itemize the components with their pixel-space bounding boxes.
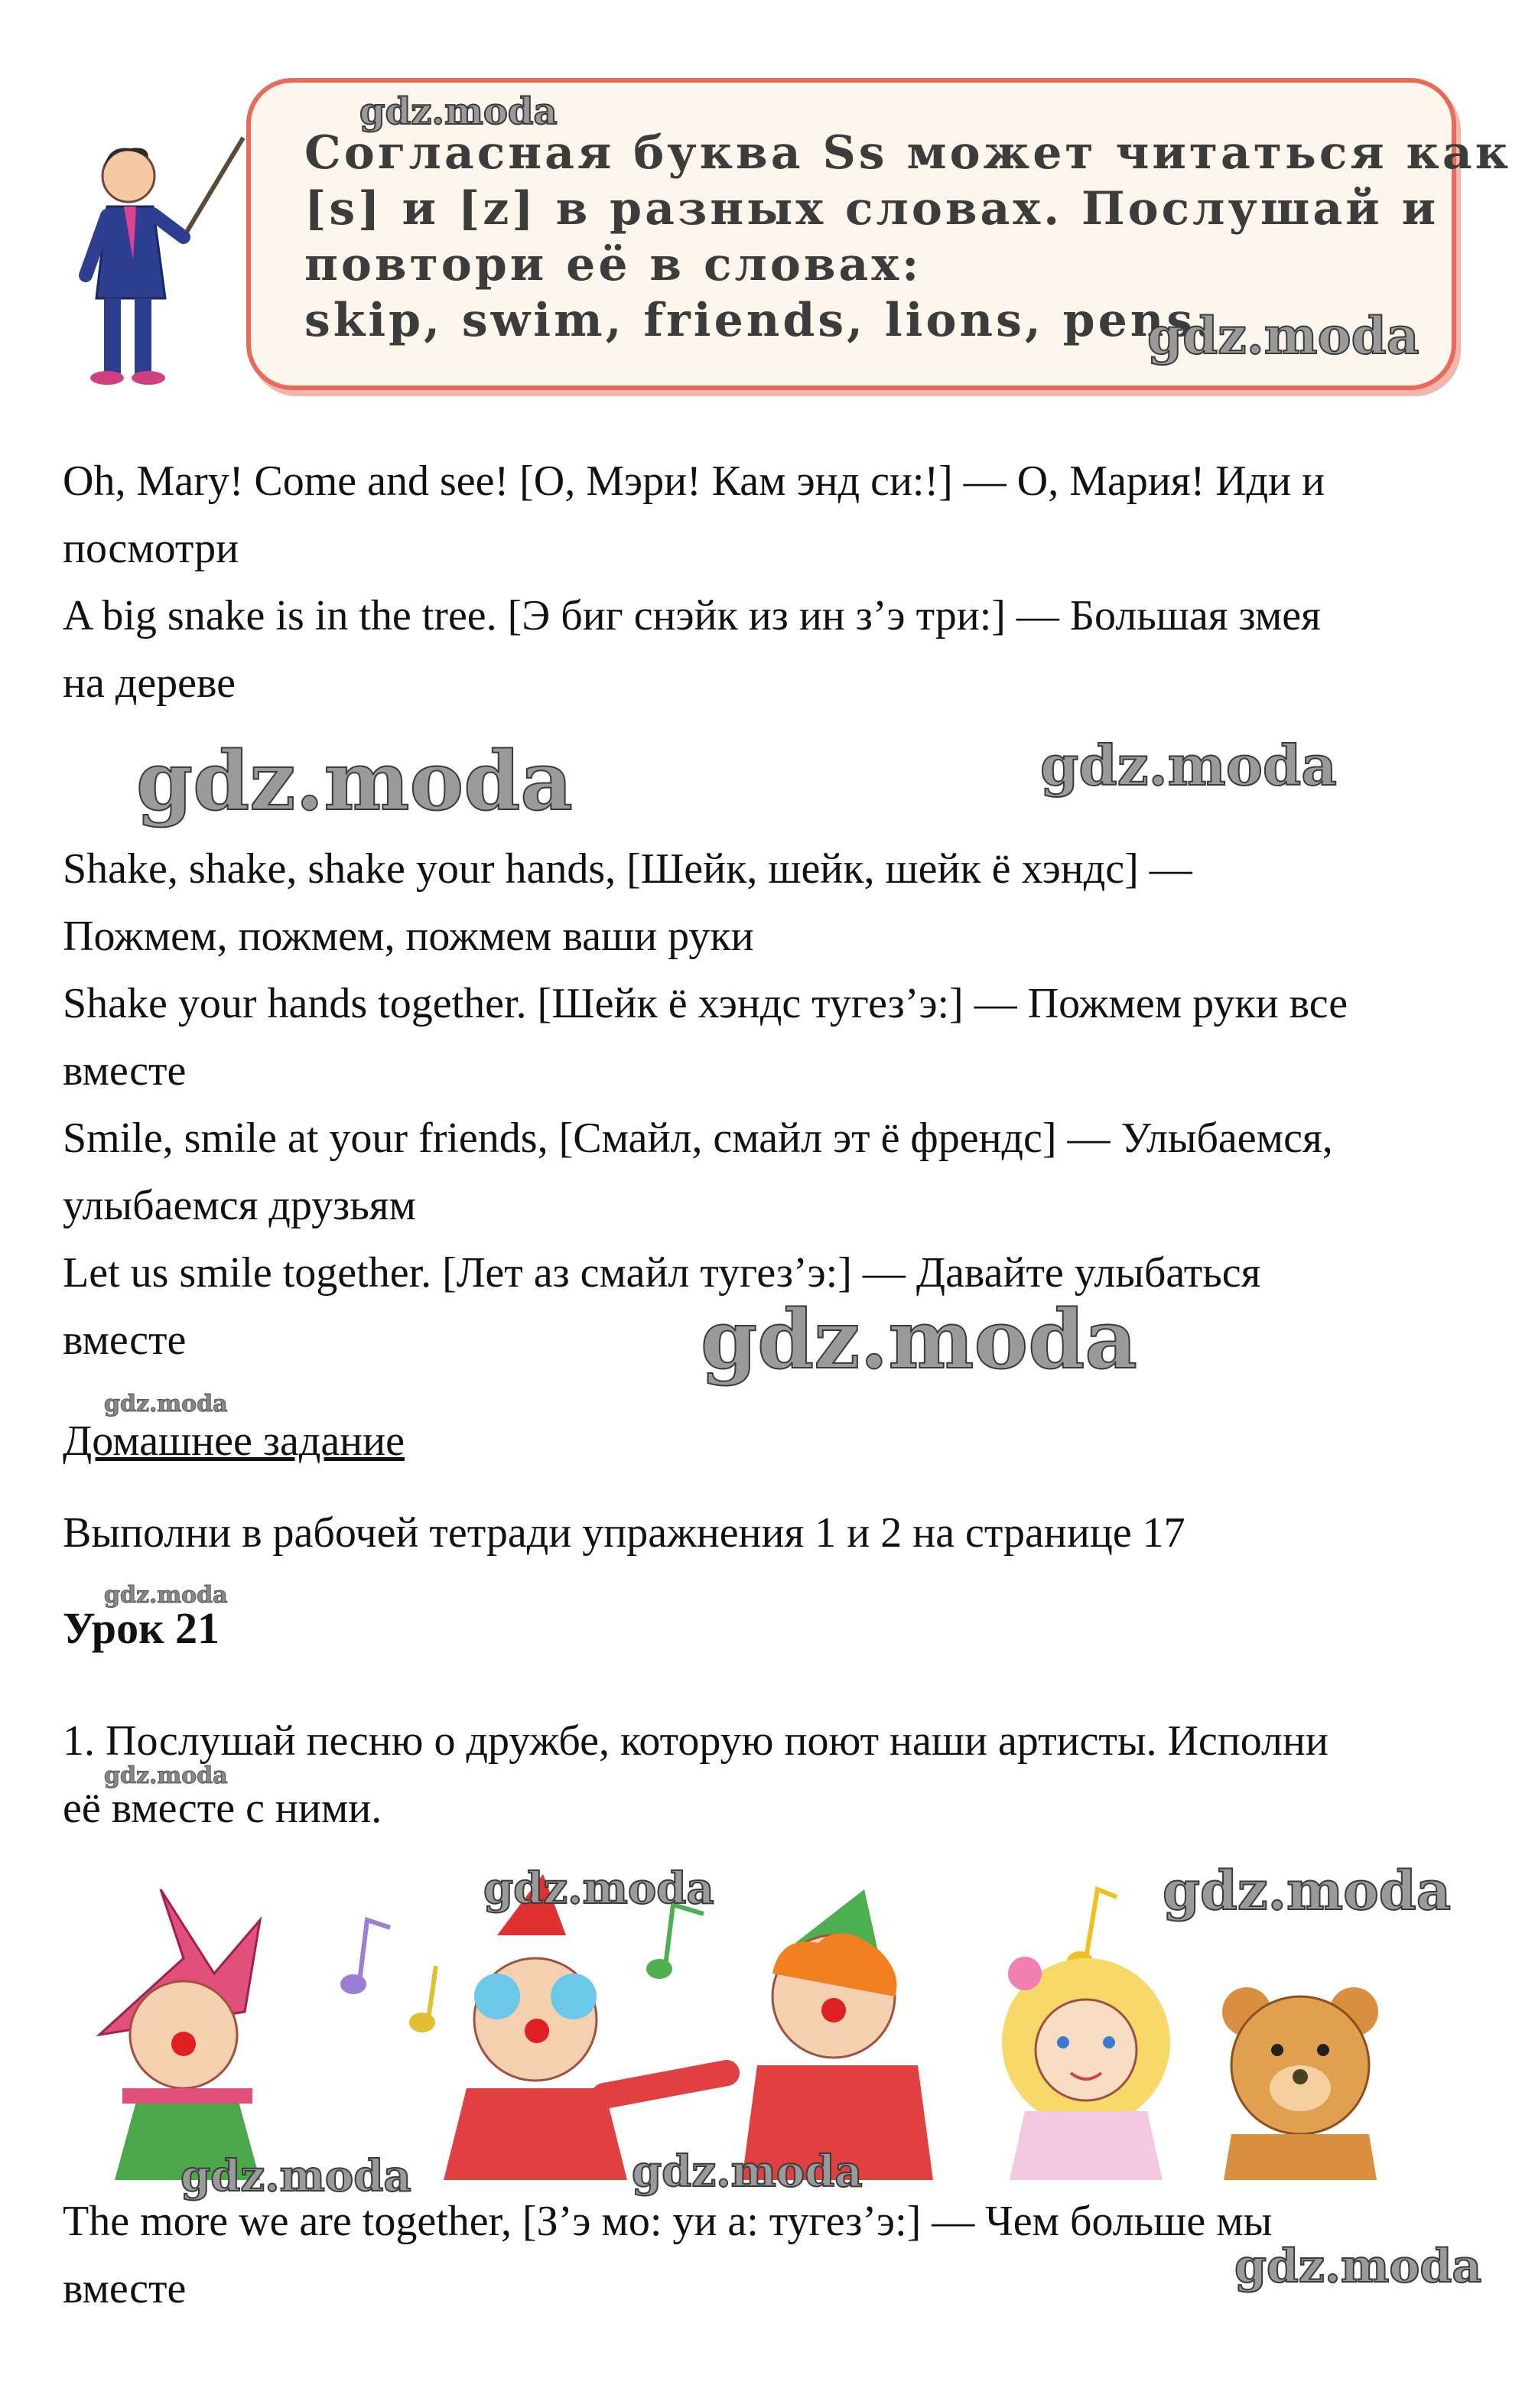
bear-figure [1222,1987,1378,2180]
watermark: gdz.moda [1147,306,1420,366]
homework-title: Домашнее задание [63,1417,405,1465]
jester-figure [99,1889,260,2180]
watermark: gdz.moda [180,2151,411,2201]
verse-line-7: Shake your hands together. [Шейк ё хэндс тугез’э:] — Пожмем руки все [63,980,1348,1027]
music-note-icon [649,1905,704,1977]
watermark: gdz.moda [104,1582,228,1609]
verse-line-8: вместе [63,1047,187,1095]
verse-line-2: посмотри [63,525,239,572]
rule-line-4: skip, swim, friends, lions, pens. [304,294,1215,347]
watermark: gdz.moda [483,1863,714,1914]
watermark: gdz.moda [104,1762,228,1789]
verse-line-3: A big snake is in the tree. [Э биг снэйк из ин з’э три:] — Большая змея [63,592,1321,639]
rule-line-2: [s] и [z] в разных словах. Послушай и [304,182,1439,236]
rule-line-3: повтори её в словах: [304,238,922,291]
verse-line-11: Let us smile together. [Лет аз смайл тугез’э:] — Давайте улыбаться [63,1249,1261,1297]
verse-line-1: Oh, Mary! Come and see! [О, Мэри! Кам энд си:!] — О, Мария! Иди и [63,457,1325,505]
verse-line-4: на дереве [63,659,236,707]
music-note-icon [343,1920,390,1992]
watermark: gdz.moda [701,1291,1137,1387]
music-note-icon [411,1966,436,2030]
watermark: gdz.moda [1040,733,1337,798]
watermark: gdz.moda [104,1391,228,1417]
song-line-2: вместе [63,2265,187,2312]
song-line-1: The more we are together, [З’э мо: уи а: тугез’э:] — Чем больше мы [63,2198,1273,2245]
lesson-title: Урок 21 [63,1603,220,1653]
watermark: gdz.moda [632,2146,863,2197]
watermark: gdz.moda [136,733,573,828]
task-line-2: её вместе с ними. [63,1785,382,1832]
teacher-illustration [69,122,252,398]
clown-figure [444,1874,727,2180]
doll-figure [1002,1957,1170,2180]
watermark: gdz.moda [359,90,558,133]
music-note-icon [1069,1889,1117,1969]
watermark: gdz.moda [1234,2240,1482,2293]
clown-figure [742,1889,933,2180]
watermark: gdz.moda [1163,1859,1452,1922]
verse-line-12: вместе [63,1316,187,1364]
verse-line-9: Smile, smile at your friends, [Смайл, смайл эт ё френдс] — Улыбаемся, [63,1115,1333,1162]
rule-line-1: Согласная буква Ss может читаться как [304,126,1512,180]
homework-text: Выполни в рабочей тетради упражнения 1 и 2 на странице 17 [63,1509,1185,1557]
verse-line-5: Shake, shake, shake your hands, [Шейк, шейк, шейк ё хэндс] — [63,845,1192,893]
verse-line-10: улыбаемся друзьям [63,1182,416,1229]
verse-line-6: Пожмем, пожмем, пожмем ваши руки [63,913,754,960]
task-line-1: 1. Послушай песню о дружбе, которую поют наши артисты. Исполни [63,1717,1328,1765]
